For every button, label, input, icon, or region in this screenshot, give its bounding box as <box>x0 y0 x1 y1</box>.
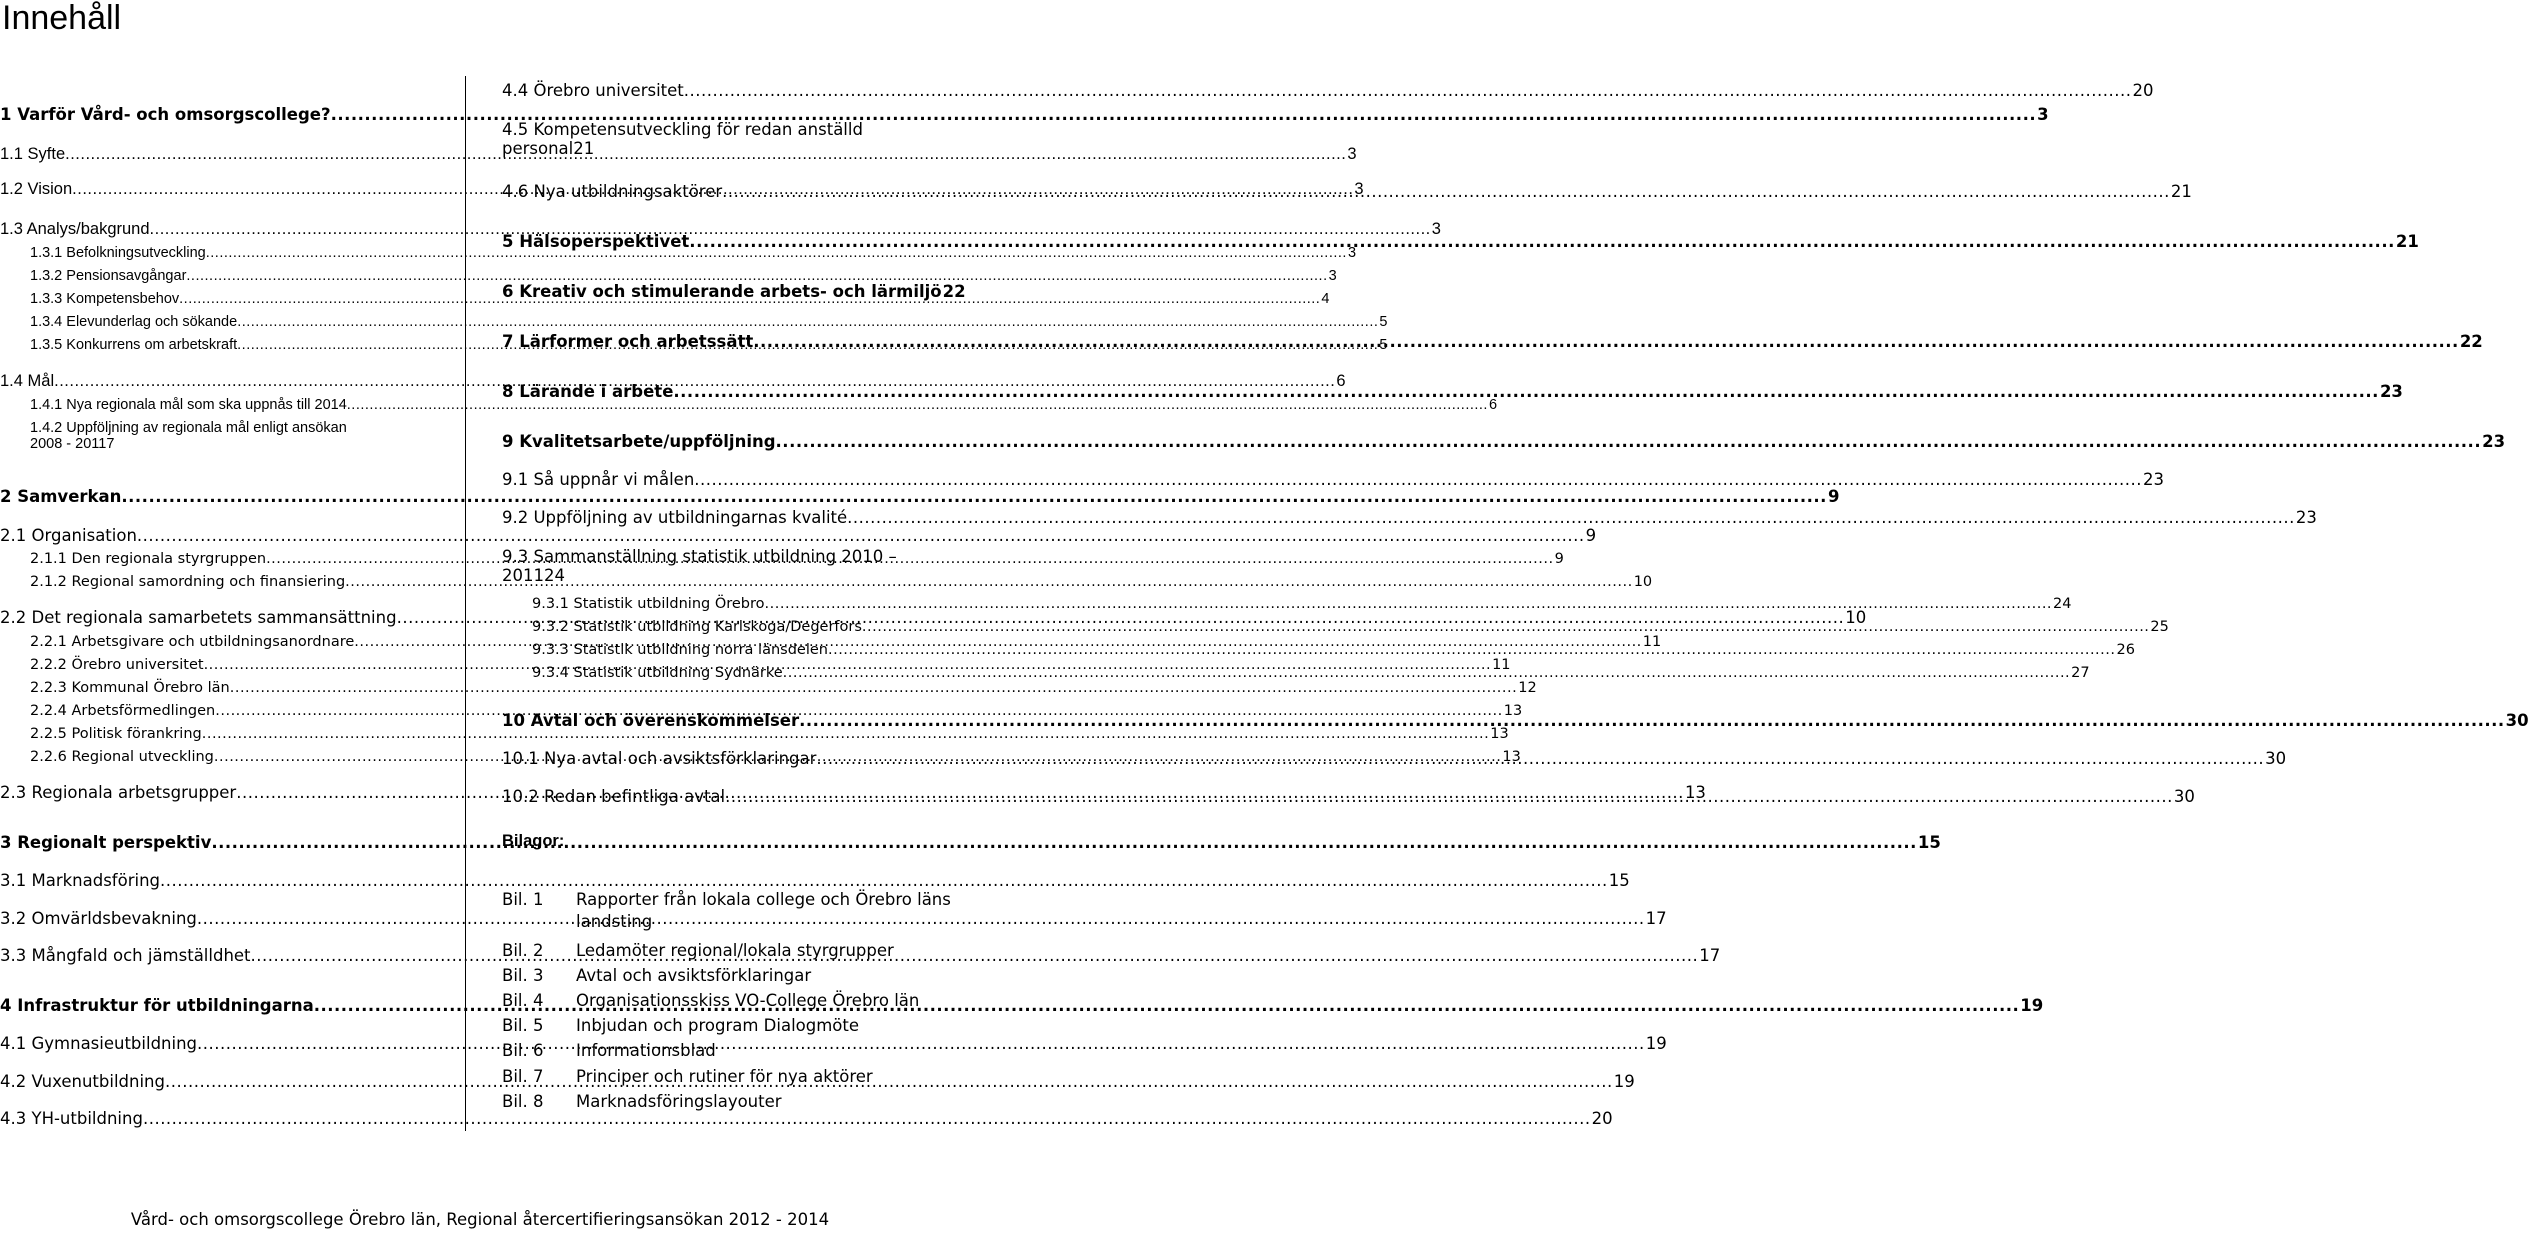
toc-entry-title: 4.1 Gymnasieutbildning <box>0 1034 198 1053</box>
toc-page-number: 23 <box>2143 470 2165 489</box>
toc-page-number: 3 <box>1354 180 1364 198</box>
toc-entry[interactable] <box>0 268 1337 285</box>
toc-entry[interactable] <box>0 703 1523 720</box>
toc-entry-title: 2.1.2 Regional samordning och finansiering <box>30 574 346 590</box>
toc-entry[interactable] <box>502 332 2483 352</box>
toc-entry-title: 1 Varför Vård- och omsorgscollege? <box>0 105 331 124</box>
toc-page-number: 30 <box>2505 711 2529 730</box>
toc-entry[interactable] <box>502 81 2154 101</box>
dot-leader <box>673 383 2379 402</box>
toc-entry-title: 4.3 YH-utbildning <box>0 1109 143 1128</box>
toc-entry-title: 4 Infrastruktur för utbildningarna <box>0 996 314 1015</box>
toc-entry-title: 4.6 Nya utbildningsaktörer <box>502 182 723 201</box>
toc-page-number: 21 <box>573 139 595 158</box>
toc-page-number: 3 <box>2037 105 2049 124</box>
toc-page-number: 13 <box>1502 749 1521 765</box>
toc-page-number: 19 <box>2020 996 2044 1015</box>
dot-leader <box>799 712 2505 731</box>
toc-page-number: 9 <box>1585 526 1597 545</box>
toc-page-number: 3 <box>1347 145 1357 163</box>
toc-entry-title: 1.3.4 Elevunderlag och sökande <box>30 314 238 330</box>
toc-page-number: 25 <box>2150 619 2169 635</box>
toc-entry-title: 1.4 Mål <box>0 372 55 390</box>
bilagor-heading: Bilagor: <box>502 832 565 850</box>
toc-entry[interactable] <box>0 372 1346 391</box>
toc-page-number: 4 <box>1321 291 1330 307</box>
toc-page-number: 22 <box>2459 332 2483 351</box>
toc-entry-title: 9.3.3 Statistik utbildning norra länsdelen <box>532 642 828 658</box>
toc-page-number: 7 <box>106 436 115 452</box>
toc-entry[interactable] <box>502 619 2169 636</box>
toc-entry-title: 1.3.3 Kompetensbehov <box>30 291 180 307</box>
toc-page-number: 24 <box>2053 596 2072 612</box>
toc-entry-title: 6 Kreativ och stimulerande arbets- och lärmiljö <box>502 282 942 301</box>
toc-entry-title: 2 Samverkan <box>0 487 122 506</box>
toc-page-number: 13 <box>1490 726 1509 742</box>
toc-entry-title: 5 Hälsoperspektivet <box>502 232 690 251</box>
toc-entry-title: 9.3.4 Statistik utbildning Sydnärke <box>532 665 783 681</box>
toc-page-number: 23 <box>2379 382 2403 401</box>
toc-page-number: 12 <box>1518 680 1537 696</box>
toc-entry-title: 9.3.2 Statistik utbildning Karlskoga/Degerfors <box>532 619 862 635</box>
toc-entry[interactable] <box>502 508 2317 528</box>
bilaga-description: Inbjudan och program Dialogmöte <box>576 1016 860 1035</box>
dot-leader <box>862 619 2150 636</box>
toc-entry-title: 9.3 Sammanställning statistik utbildning 2010 – <box>502 547 897 566</box>
toc-entry-title: 10.1 Nya avtal och avsiktsförklaringar <box>502 749 817 768</box>
bilaga-code: Bil. 2 <box>502 941 544 960</box>
toc-page-number: 9 <box>1554 551 1564 567</box>
dot-leader <box>776 433 2482 452</box>
dot-leader <box>251 947 1699 966</box>
bilaga-code: Bil. 6 <box>502 1041 544 1060</box>
toc-entry[interactable] <box>0 105 2049 125</box>
toc-entry-title: 2.2.3 Kommunal Örebro län <box>30 680 230 696</box>
toc-page-number: 17 <box>1645 909 1667 928</box>
toc-page-number: 30 <box>2265 749 2287 768</box>
toc-page-number: 3 <box>1328 268 1337 284</box>
toc-entry[interactable] <box>0 726 1509 743</box>
toc-entry[interactable] <box>0 909 1667 929</box>
bilaga-code: Bil. 1 <box>502 890 544 909</box>
page-title: Innehåll <box>2 0 122 37</box>
toc-entry-title: 2.2.1 Arbetsgivare och utbildningsanordnare <box>30 634 355 650</box>
toc-entry-title: 3.1 Marknadsföring <box>0 871 161 890</box>
toc-page-number: 3 <box>1431 220 1441 238</box>
column-divider <box>465 76 466 1131</box>
toc-page-number: 11 <box>1492 657 1511 673</box>
toc-page-number: 13 <box>1684 783 1706 802</box>
toc-entry[interactable] <box>0 397 1498 414</box>
toc-page-number: 22 <box>942 282 966 301</box>
toc-entry-title: 1.1 Syfte <box>0 145 66 163</box>
toc-entry-title-continued: 2011 <box>502 566 544 585</box>
toc-entry-title: 1.4.2 Uppföljning av regionala mål enligt ansökan <box>30 420 347 436</box>
toc-entry[interactable] <box>0 526 1597 546</box>
toc-entry[interactable] <box>502 282 966 302</box>
toc-entry-title: 1.3.1 Befolkningsutveckling <box>30 245 206 261</box>
dot-leader <box>828 642 2116 659</box>
toc-entry-title: 2.2.4 Arbetsförmedlingen <box>30 703 216 719</box>
dot-leader <box>816 750 2264 769</box>
toc-entry-title: 9 Kvalitetsarbete/uppföljning <box>502 432 776 451</box>
toc-entry-title: 9.2 Uppföljning av utbildningarnas kvalité <box>502 508 848 527</box>
toc-page-number: 15 <box>1608 871 1630 890</box>
toc-page-number: 26 <box>2116 642 2135 658</box>
toc-page-number: 19 <box>1613 1072 1635 1091</box>
toc-page-number: 5 <box>1379 337 1388 353</box>
toc-page-number: 20 <box>1591 1109 1613 1128</box>
toc-entry-title: 4.2 Vuxenutbildning <box>0 1072 165 1091</box>
toc-page-number: 3 <box>1347 245 1357 261</box>
toc-entry[interactable] <box>0 680 1537 697</box>
toc-entry[interactable] <box>502 120 932 158</box>
toc-entry-title: 1.2 Vision <box>0 180 73 198</box>
toc-page-number: 19 <box>1645 1034 1667 1053</box>
toc-entry-title: 2.2.6 Regional utveckling <box>30 749 214 765</box>
bilaga-code: Bil. 5 <box>502 1016 544 1035</box>
toc-page-number: 15 <box>1917 833 1941 852</box>
dot-leader <box>694 471 2142 490</box>
toc-entry[interactable] <box>502 182 2192 202</box>
toc-page-number: 27 <box>2071 665 2090 681</box>
toc-page-number: 23 <box>2482 432 2506 451</box>
toc-entry[interactable] <box>0 220 1441 239</box>
toc-entry[interactable] <box>502 596 2072 613</box>
bilaga-code: Bil. 4 <box>502 991 544 1010</box>
bilaga-code: Bil. 7 <box>502 1067 544 1086</box>
bilaga-description: Principer och rutiner för nya aktörer <box>576 1067 873 1086</box>
toc-page-number: 20 <box>2132 81 2154 100</box>
toc-entry-title: 8 Lärande i arbete <box>502 382 674 401</box>
toc-entry-title: 1.3.2 Pensionsavgångar <box>30 268 187 284</box>
toc-entry[interactable] <box>0 420 428 452</box>
toc-entry-title: 9.1 Så uppnår vi målen <box>502 470 695 489</box>
bilaga-description: Organisationsskiss VO-College Örebro län <box>576 991 920 1010</box>
toc-entry[interactable] <box>0 1109 1613 1129</box>
toc-entry-title: 4.4 Örebro universitet <box>502 81 684 100</box>
toc-page-number: 23 <box>2295 508 2317 527</box>
toc-entry[interactable] <box>502 547 932 585</box>
dot-leader <box>765 596 2053 613</box>
dot-leader <box>783 665 2071 682</box>
toc-entry-title: 10 Avtal och överenskommelser <box>502 711 800 730</box>
bilaga-code: Bil. 8 <box>502 1092 544 1111</box>
toc-entry-title: 2.2.5 Politisk förankring <box>30 726 202 742</box>
toc-entry-title: 3 Regionalt perspektiv <box>0 833 212 852</box>
toc-entry-title: 2.3 Regionala arbetsgrupper <box>0 783 237 802</box>
toc-page-number: 11 <box>1642 634 1662 650</box>
toc-entry-title: 10.2 Redan befintliga avtal <box>502 787 726 806</box>
bilaga-description: Informationsblad <box>576 1041 716 1060</box>
bilaga-description: Ledamöter regional/lokala styrgrupper <box>576 941 894 960</box>
toc-entry-title: 1.3.5 Konkurrens om arbetskraft <box>30 337 238 353</box>
toc-entry[interactable] <box>502 470 2165 490</box>
dot-leader <box>722 183 2170 202</box>
toc-page-number: 6 <box>1488 397 1498 413</box>
toc-entry-title: 2.2 Det regionala samarbetets sammansättning <box>0 608 397 627</box>
dot-leader <box>684 82 2132 101</box>
toc-entry-title-continued: 2008 - 2011 <box>30 436 107 452</box>
toc-page-number: 17 <box>1699 946 1721 965</box>
toc-entry-title: 3.2 Omvärldsbevakning <box>0 909 197 928</box>
toc-entry[interactable] <box>0 487 1840 507</box>
toc-page-number: 10 <box>1633 574 1653 590</box>
dot-leader <box>121 488 1827 507</box>
toc-page-number: 30 <box>2173 787 2195 806</box>
dot-leader <box>689 233 2395 252</box>
toc-entry[interactable] <box>0 245 1357 262</box>
toc-entry-title: 2.1.1 Den regionala styrgruppen <box>30 551 267 567</box>
bilaga-code: Bil. 3 <box>502 966 544 985</box>
toc-entry-title: 4.5 Kompetensutveckling för redan anställd <box>502 120 863 139</box>
bilaga-description: Rapporter från lokala college och Örebro läns landsting <box>576 890 951 931</box>
dot-leader <box>847 509 2295 528</box>
toc-page-number: 10 <box>1845 608 1867 627</box>
toc-entry-title: 2.1 Organisation <box>0 526 137 545</box>
bilaga-description: Marknadsföringslayouter <box>576 1092 782 1111</box>
toc-entry[interactable] <box>502 382 2403 402</box>
toc-entry-title: 7 Lärformer och arbetssätt <box>502 332 754 351</box>
dot-leader <box>211 834 1917 853</box>
bilaga-description: Avtal och avsiktsförklaringar <box>576 966 812 985</box>
page-footer: Vård- och omsorgscollege Örebro län, Regional återcertifieringsansökan 2012 - 2014 <box>130 1210 830 1229</box>
toc-entry[interactable] <box>502 432 2506 452</box>
toc-page-number: 21 <box>2395 232 2419 251</box>
toc-page-number: 13 <box>1503 703 1523 719</box>
toc-entry[interactable] <box>0 871 1630 891</box>
toc-entry-title: 9.3.1 Statistik utbildning Örebro <box>532 596 765 612</box>
toc-page-number: 24 <box>544 566 565 585</box>
toc-entry[interactable] <box>0 314 1388 331</box>
toc-page-number: 9 <box>1827 487 1840 506</box>
toc-entry-title: 1.4.1 Nya regionala mål som ska uppnås till 2014 <box>30 397 347 413</box>
toc-page-number: 6 <box>1336 372 1346 390</box>
dot-leader <box>725 788 2173 807</box>
toc-entry-title: 3.3 Mångfald och jämställdhet <box>0 946 251 965</box>
dot-leader <box>753 333 2459 352</box>
toc-page-number: 21 <box>2170 182 2192 201</box>
toc-entry-title-continued: personal <box>502 139 574 158</box>
toc-page-number: 5 <box>1379 314 1388 330</box>
toc-entry-title: 1.3 Analys/bakgrund <box>0 220 150 238</box>
toc-entry-title: 2.2.2 Örebro universitet <box>30 657 204 673</box>
toc-entry[interactable] <box>502 232 2419 252</box>
